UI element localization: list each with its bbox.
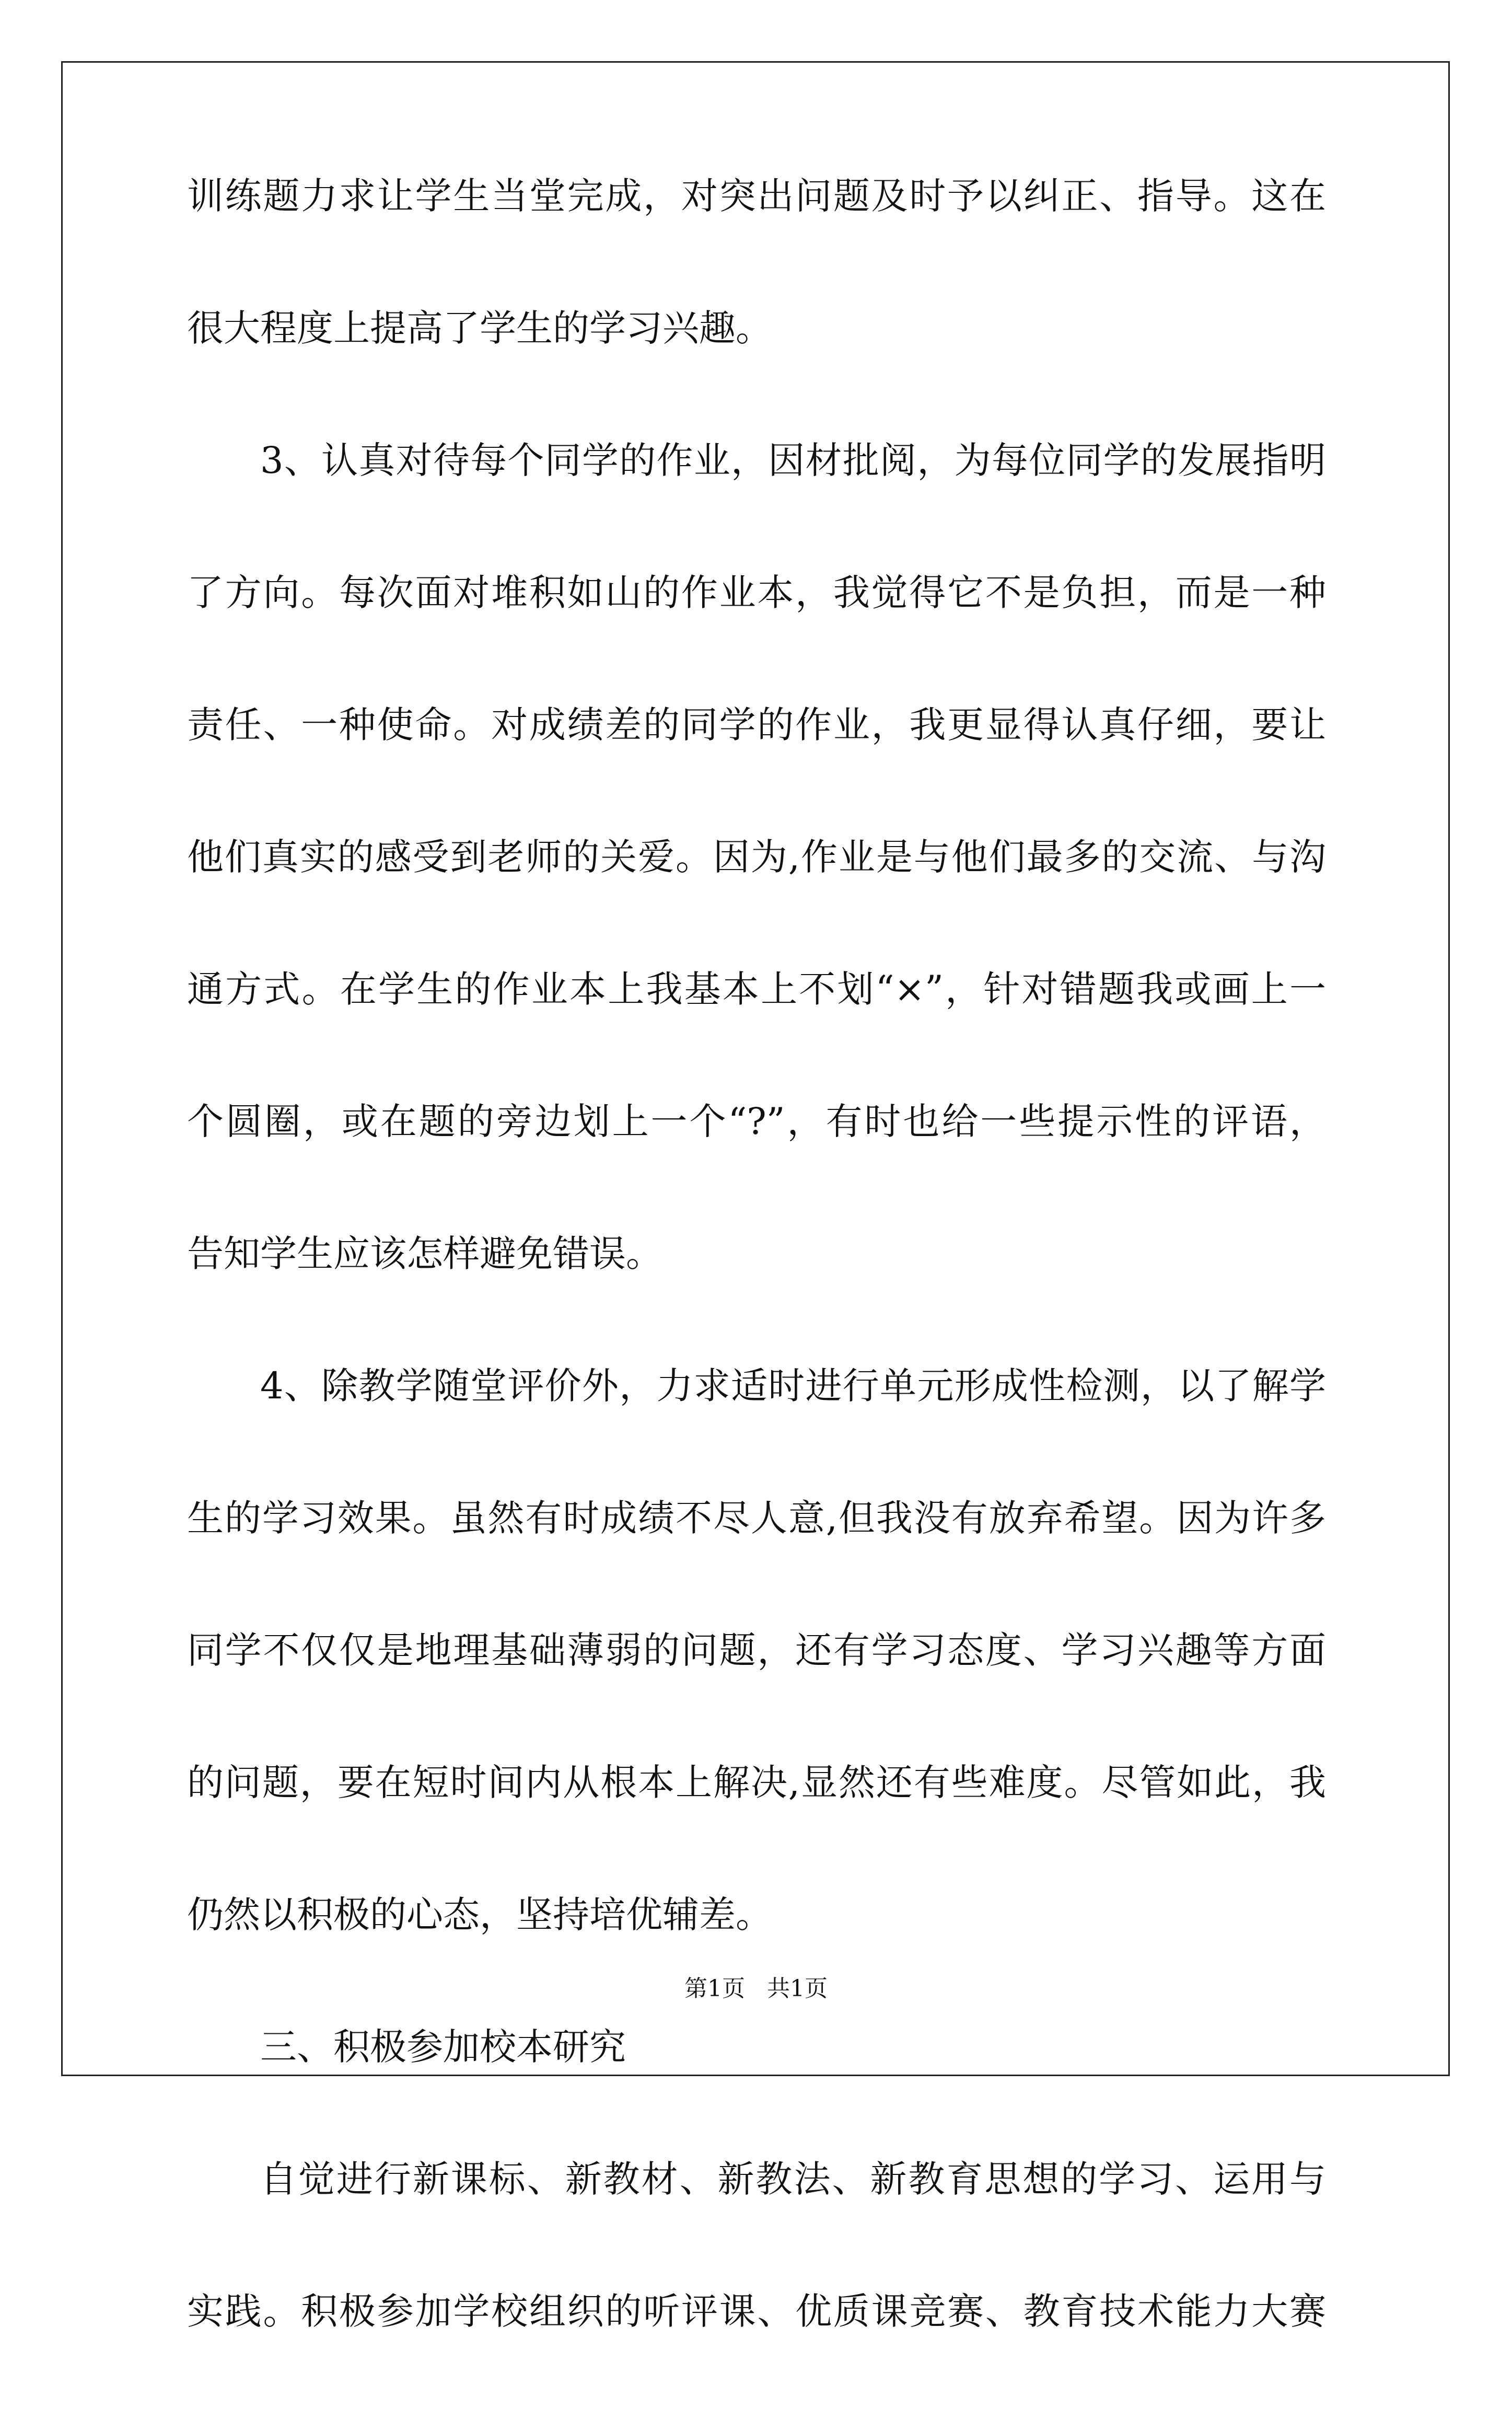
- paragraph-line: 了方向。每次面对堆积如山的作业本，我觉得它不是负担，而是一种: [187, 571, 1326, 614]
- paragraph-line: 4、除教学随堂评价外，力求适时进行单元形成性检测，以了解学: [260, 1364, 1326, 1407]
- paragraph-line: 同学不仅仅是地理基础薄弱的问题，还有学习态度、学习兴趣等方面: [187, 1629, 1326, 1672]
- paragraph-line: 他们真实的感受到老师的关爱。因为,作业是与他们最多的交流、与沟: [187, 836, 1326, 878]
- paragraph-line: 自觉进行新课标、新教材、新教法、新教育思想的学习、运用与: [260, 2158, 1326, 2201]
- paragraph-line: 的问题，要在短时间内从根本上解决,显然还有些难度。尽管如此，我: [187, 1761, 1326, 1804]
- paragraph-line: 很大程度上提高了学生的学习兴趣。: [187, 307, 772, 350]
- paragraph-line: 个圆圈，或在题的旁边划上一个“?”，有时也给一些提示性的评语，: [187, 1100, 1326, 1143]
- page-number-footer: 第1页 共1页: [684, 1975, 828, 2002]
- paragraph-line: 实践。积极参加学校组织的听评课、优质课竞赛、教育技术能力大赛: [187, 2290, 1326, 2333]
- section-heading: 三、积极参加校本研究: [260, 2025, 626, 2068]
- paragraph-line: 通方式。在学生的作业本上我基本上不划“×”，针对错题我或画上一: [187, 968, 1326, 1011]
- paragraph-line: 告知学生应该怎样避免错误。: [187, 1232, 662, 1275]
- paragraph-line: 责任、一种使命。对成绩差的同学的作业，我更显得认真仔细，要让: [187, 703, 1326, 746]
- paragraph-line: 生的学习效果。虽然有时成绩不尽人意,但我没有放弃希望。因为许多: [187, 1497, 1326, 1539]
- paragraph-line: 训练题力求让学生当堂完成，对突出问题及时予以纠正、指导。这在: [187, 175, 1326, 217]
- paragraph-line: 3、认真对待每个同学的作业，因材批阅，为每位同学的发展指明: [260, 439, 1326, 482]
- paragraph-line: 仍然以积极的心态，坚持培优辅差。: [187, 1893, 772, 1936]
- document-body: [187, 172, 1326, 2420]
